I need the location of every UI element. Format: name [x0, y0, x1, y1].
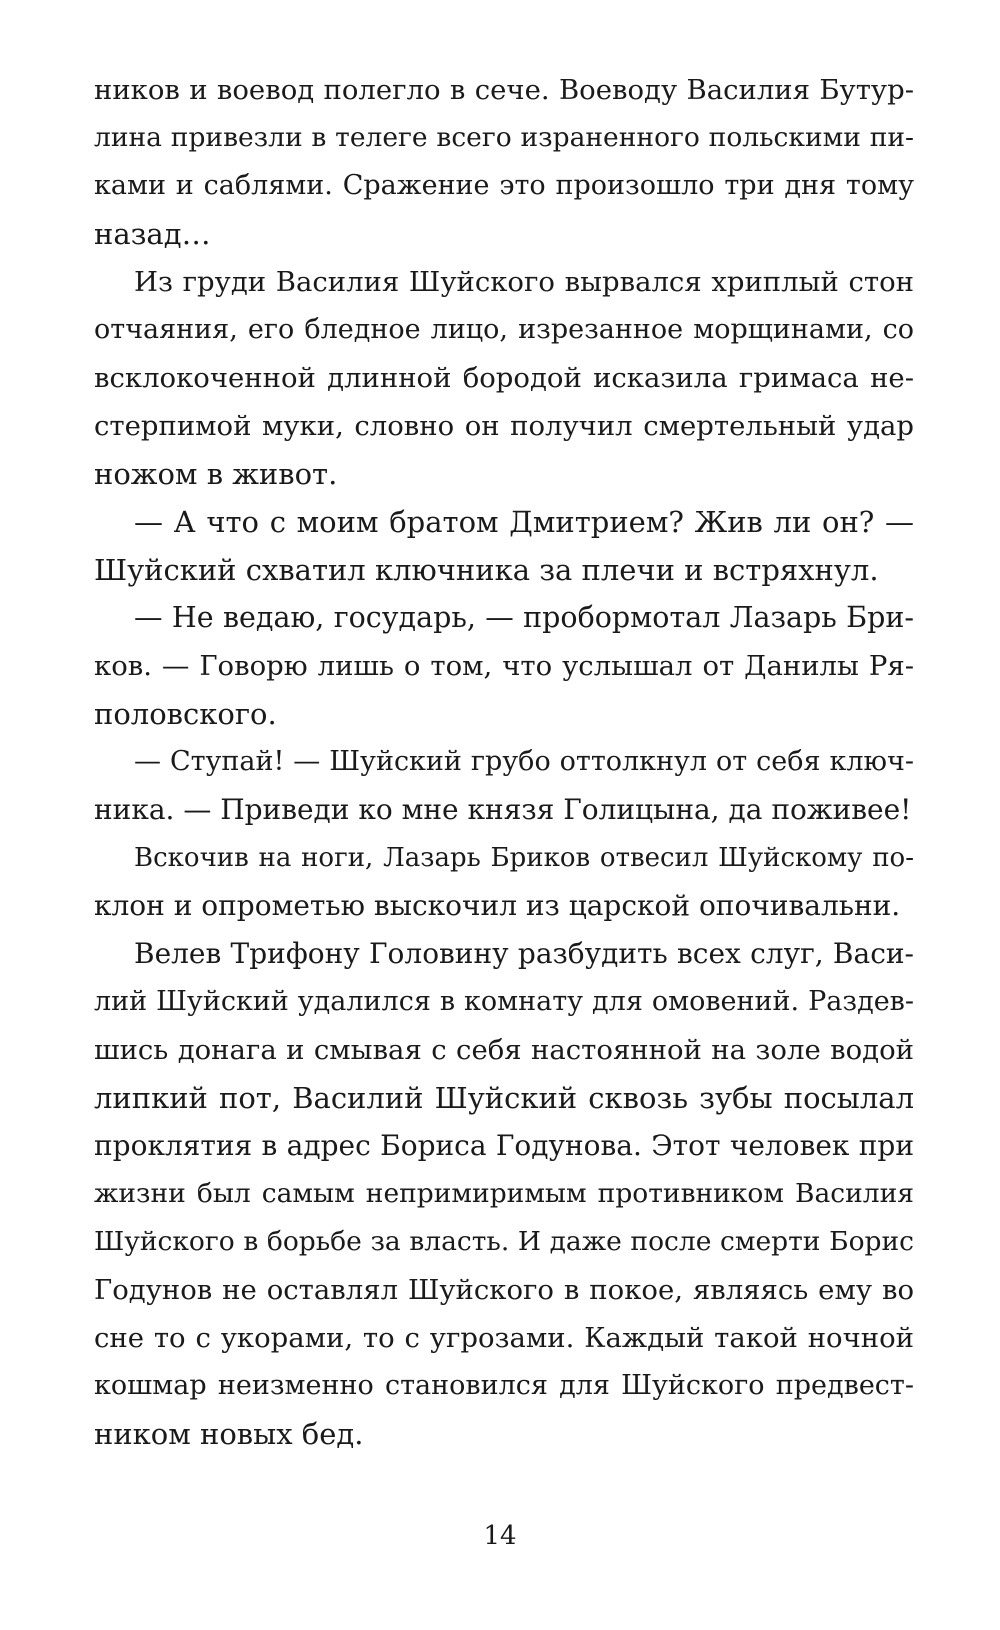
text-line: — Не ведаю, государь, — пробормотал Лазарь Бри-: [134, 601, 914, 634]
page-number: 14: [483, 1521, 517, 1551]
body-text: [94, 66, 914, 1458]
text-line: Из груди Василия Шуйского вырвался хриплый стон: [134, 266, 914, 298]
text-line: Вскочив на ноги, Лазарь Бриков отвесил Шуйскому по-: [134, 843, 914, 873]
text-line: ника. — Приведи ко мне князя Голицына, да поживее!: [94, 793, 912, 826]
text-line: лина привезли в телеге всего израненного польскими пи-: [94, 122, 914, 153]
text-line: ков. — Говорю лишь о том, что услышал от Данилы Ря-: [94, 650, 914, 682]
paragraph: [94, 594, 914, 738]
paragraph: [94, 834, 914, 930]
text-line: ником новых бед.: [94, 1417, 364, 1451]
text-line: Велев Трифону Головину разбудить всех слуг, Васи-: [134, 937, 914, 970]
text-line: — А что с моим братом Дмитрием? Жив ли он? —: [134, 505, 914, 539]
text-line: сне то с укорами, то с угрозами. Каждый такой ночной: [94, 1322, 914, 1354]
paragraph: [94, 498, 914, 594]
text-line: лий Шуйский удалился в комнату для омовений. Раздев-: [94, 986, 914, 1017]
text-line: ников и воевод полегло в сече. Воеводу Василия Бутур-: [94, 74, 914, 106]
paragraph: [94, 738, 914, 834]
text-line: проклятия в адрес Бориса Годунова. Этот человек при: [94, 1129, 914, 1162]
text-line: клон и опрометью выскочил из царской опочивальни.: [94, 889, 901, 922]
text-line: всклокоченной длинной бородой исказила гримаса не-: [94, 362, 914, 394]
paragraph: [94, 258, 914, 498]
text-line: липкий пот, Василий Шуйский сквозь зубы посылал: [94, 1081, 914, 1115]
text-line: Шуйского в борьбе за власть. И даже после смерти Борис: [94, 1226, 914, 1257]
paragraph: [94, 66, 914, 258]
text-line: Годунов не оставлял Шуйского в покое, являясь ему во: [94, 1274, 914, 1306]
text-line: назад…: [94, 217, 211, 251]
text-line: отчаяния, его бледное лицо, изрезанное морщинами, со: [94, 314, 914, 345]
text-line: ножом в живот.: [94, 457, 338, 491]
paragraph: [94, 930, 914, 1458]
text-line: половского.: [94, 697, 277, 731]
text-line: — Ступай! — Шуйский грубо оттолкнул от себя ключ-: [134, 746, 914, 777]
text-line: жизни был самым непримиримым противником Василия: [94, 1178, 914, 1209]
text-line: Шуйский схватил ключника за плечи и встряхнул.: [94, 553, 879, 587]
text-line: стерпимой муки, словно он получил смертельный удар: [94, 410, 914, 442]
text-line: шись донага и смывая с себя настоянной на золе водой: [94, 1034, 914, 1066]
text-line: ками и саблями. Сражение это произошло три дня тому: [94, 170, 914, 201]
text-line: кошмар неизменно становился для Шуйского предвест-: [94, 1370, 914, 1401]
